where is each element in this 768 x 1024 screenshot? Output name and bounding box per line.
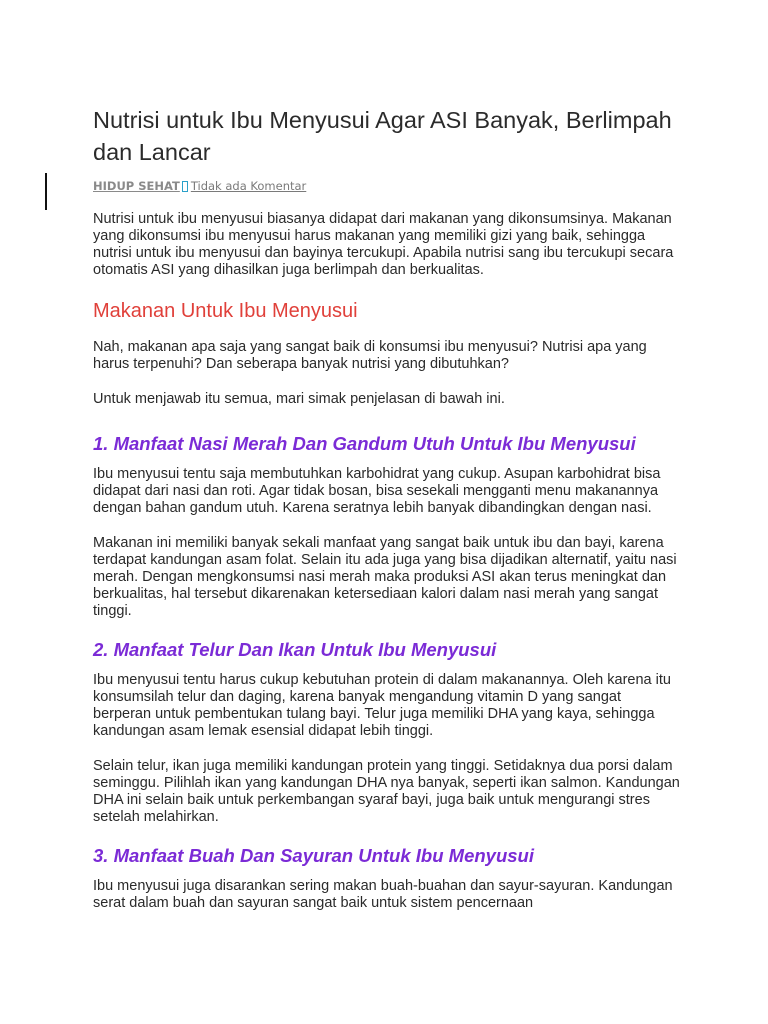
section-heading: Makanan Untuk Ibu Menyusui [93, 300, 358, 322]
category-link[interactable]: HIDUP SEHAT [93, 179, 180, 193]
section-paragraph: Untuk menjawab itu semua, mari simak penjelasan di bawah ini. [93, 391, 505, 407]
comment-icon [182, 181, 188, 192]
item-heading: 2. Manfaat Telur Dan Ikan Untuk Ibu Menyusui [93, 639, 497, 660]
section-paragraph: Nah, makanan apa saja yang sangat baik di konsumsi ibu menyusui? Nutrisi apa yang harus terpenuhi? Dan seberapa banyak nutrisi yang dibutuhkan? [93, 339, 647, 372]
item-paragraph: Selain telur, ikan juga memiliki kandungan protein yang tinggi. Setidaknya dua porsi dalam seminggu. Pilihlah ikan yang kandungan DHA nya banyak, seperti ikan salmon. Kandungan DHA ini selain baik untuk perkembangan syaraf bayi, juga baik untuk mengurangi stres setelah melahirkan. [93, 758, 680, 825]
text-cursor [45, 173, 47, 210]
intro-paragraph: Nutrisi untuk ibu menyusui biasanya didapat dari makanan yang dikonsumsinya. Makanan yang dikonsumsi ibu menyusui harus makanan yang memiliki gizi yang baik, sehingga nutrisi untuk ibu menyusui dan bayinya tercukupi. Apabila nutrisi sang ibu tercukupi secara otomatis ASI yang dihasilkan juga berlimpah dan berkualitas. [93, 211, 674, 278]
article-title: Nutrisi untuk Ibu Menyusui Agar ASI Banyak, Berlimpah dan Lancar [93, 107, 672, 165]
item-heading: 1. Manfaat Nasi Merah Dan Gandum Utuh Untuk Ibu Menyusui [93, 433, 636, 454]
item-paragraph: Ibu menyusui tentu saja membutuhkan karbohidrat yang cukup. Asupan karbohidrat bisa didapat dari nasi dan roti. Agar tidak bosan, bisa sesekali mengganti menu makanannya dengan bahan gandum utuh. Karena seratnya lebih banyak dibandingkan dengan nasi. [93, 466, 661, 516]
item-paragraph: Ibu menyusui tentu harus cukup kebutuhan protein di dalam makanannya. Oleh karena itu konsumsilah telur dan daging, karena banyak mengandung vitamin D yang sangat berperan untuk pembentukan tulang bayi. Telur juga memiliki DHA yang kaya, sehingga kandungan asam lemak esensial didapat lebih tinggi. [93, 672, 671, 739]
item-heading: 3. Manfaat Buah Dan Sayuran Untuk Ibu Menyusui [93, 845, 534, 866]
comments-link[interactable]: Tidak ada Komentar [190, 179, 307, 193]
item-paragraph: Makanan ini memiliki banyak sekali manfaat yang sangat baik untuk ibu dan bayi, karena terdapat kandungan asam folat. Selain itu ada juga yang bisa dijadikan alternatif, yaitu nasi merah. Dengan mengkonsumsi nasi merah maka produksi ASI akan terus meningkat dan berkualitas, hal tersebut dikarenakan ketersediaan kalori dalam nasi merah yang sangat tinggi. [93, 535, 677, 619]
item-paragraph: Ibu menyusui juga disarankan sering makan buah-buahan dan sayur-sayuran. Kandungan serat dalam buah dan sayuran sangat baik untuk sistem pencernaan [93, 878, 673, 911]
article-meta [93, 179, 683, 193]
article [93, 104, 683, 912]
